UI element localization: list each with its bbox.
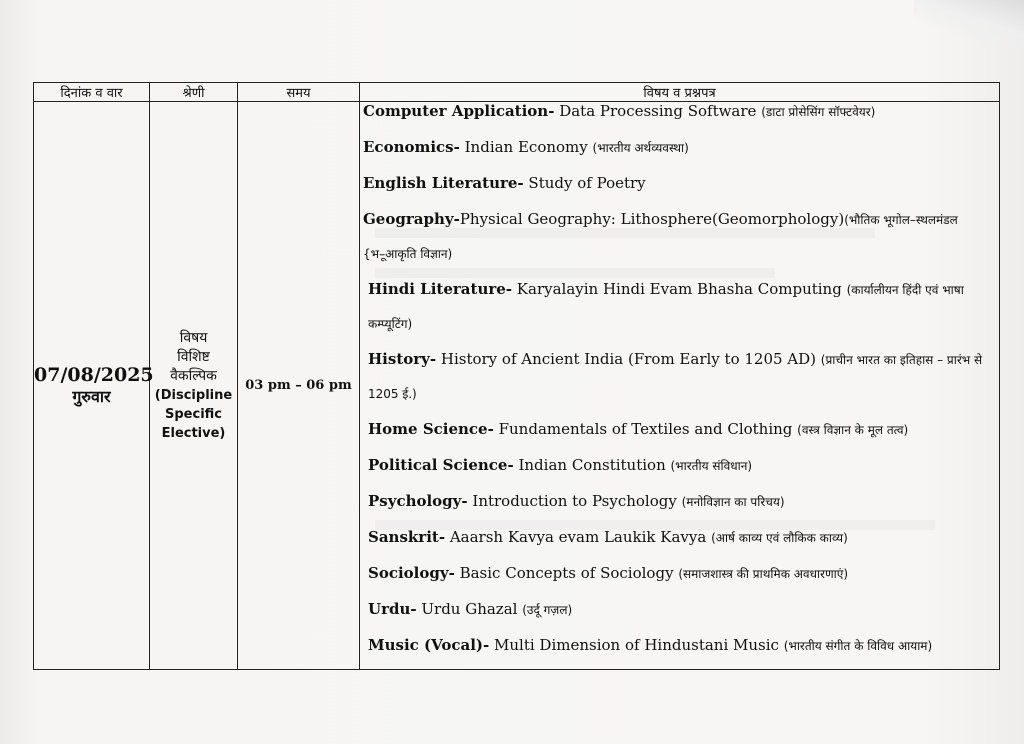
- subject-name: English Literature-: [363, 174, 524, 192]
- subject-name: Sanskrit-: [368, 528, 446, 546]
- paper-title-hindi: (भारतीय संगीत के विविध आयाम): [783, 639, 933, 653]
- scan-edge-shadow: [914, 0, 1024, 50]
- subject-list: [360, 102, 999, 656]
- subject-item: [360, 564, 999, 584]
- paper-title: Urdu Ghazal: [416, 600, 523, 618]
- header-category: श्रेणी: [150, 83, 238, 102]
- subject-item: [360, 420, 999, 440]
- subject-name: Home Science-: [368, 420, 494, 438]
- paper-title: History of Ancient India (From Early to 1205 AD): [436, 350, 821, 368]
- paper-title-hindi: (मनोविज्ञान का परिचय): [681, 495, 785, 509]
- category-hi-line: विषय: [179, 329, 208, 346]
- subject-name: Political Science-: [368, 456, 514, 474]
- table-row: [34, 102, 1000, 670]
- paper-title-hindi: (प्राचीन भारत का इतिहास – प्रारंभ से: [820, 353, 983, 367]
- subject-item: [360, 600, 999, 620]
- paper-title: Aaarsh Kavya evam Laukik Kavya: [445, 528, 712, 546]
- subject-item: [360, 138, 999, 158]
- category-en-line: (Discipline: [154, 387, 233, 403]
- paper-title-hindi: (आर्ष काव्य एवं लौकिक काव्य): [711, 531, 848, 545]
- exam-day: गुरुवार: [72, 386, 111, 406]
- subject-name: Psychology-: [368, 492, 468, 510]
- subject-name: Geography-: [363, 210, 460, 228]
- exam-date: 07/08/2025: [34, 363, 154, 386]
- category-hi-line: विशिष्ट: [177, 348, 210, 365]
- subject-item: [360, 528, 999, 548]
- paper-title: Karyalayin Hindi Evam Bhasha Computing: [512, 280, 847, 298]
- paper-title-hindi: (भारतीय अर्थव्यवस्था): [592, 141, 689, 155]
- paper-title: Physical Geography: Lithosphere(Geomorphology): [459, 210, 845, 228]
- header-time: समय: [238, 83, 360, 102]
- paper-title-hindi: (कार्यालीयन हिंदी एवं भाषा: [846, 283, 964, 297]
- paper-title-hindi-continued: 1205 ई.): [368, 387, 417, 401]
- paper-title-hindi: (उर्दू गज़ल): [522, 603, 573, 617]
- paper-title-hindi-continued: {भ–ूआकृति विज्ञान): [363, 247, 453, 261]
- paper-title: Study of Poetry: [523, 174, 646, 192]
- subject-name: Computer Application-: [363, 102, 555, 120]
- subject-name: Economics-: [363, 138, 460, 156]
- paper-title: Indian Economy: [459, 138, 593, 156]
- category-en-line: Specific: [165, 406, 222, 422]
- header-subject: विषय व प्रश्नपत्र: [360, 83, 1000, 102]
- subject-item: [360, 350, 999, 404]
- subject-name: Urdu-: [368, 600, 417, 618]
- subject-item: [360, 456, 999, 476]
- category-hi-line: वैकल्पिक: [170, 367, 217, 384]
- subject-name: Music (Vocal)-: [368, 636, 490, 654]
- subject-item: [360, 492, 999, 512]
- table-header-row: [34, 83, 1000, 102]
- time-cell: 03 pm – 06 pm: [238, 102, 360, 670]
- paper-title-hindi: (डाटा प्रोसेसिंग सॉफ्टवेयर): [761, 105, 876, 119]
- subject-name: History-: [368, 350, 437, 368]
- paper-title-hindi: (समाजशास्त्र की प्राथमिक अवधारणाएं): [678, 567, 849, 581]
- subject-item: [360, 210, 999, 264]
- subject-name: Sociology-: [368, 564, 455, 582]
- category-en-line: Elective): [161, 425, 226, 441]
- paper-title: Multi Dimension of Hindustani Music: [489, 636, 784, 654]
- paper-title-hindi: (भौतिक भूगोल–स्थलमंडल: [844, 213, 958, 227]
- subject-name: Hindi Literature-: [368, 280, 513, 298]
- paper-title: Indian Constitution: [513, 456, 671, 474]
- subject-item: [360, 174, 999, 194]
- exam-schedule-table: [33, 82, 1000, 670]
- paper-title: Data Processing Software: [554, 102, 762, 120]
- paper-title-hindi: (वस्त्र विज्ञान के मूल तत्व): [797, 423, 909, 437]
- date-cell: [34, 102, 154, 670]
- paper-title: Basic Concepts of Sociology: [454, 564, 679, 582]
- paper-title: Introduction to Psychology: [467, 492, 682, 510]
- subject-item: [360, 636, 999, 656]
- category-cell: [150, 102, 238, 670]
- subject-item: [360, 102, 999, 122]
- subject-item: [360, 280, 999, 334]
- paper-title-hindi: (भारतीय संविधान): [670, 459, 753, 473]
- header-date: दिनांक व वार: [34, 83, 150, 102]
- paper-title: Fundamentals of Textiles and Clothing: [493, 420, 798, 438]
- subject-cell: [360, 102, 1000, 670]
- paper-title-hindi-continued: कम्प्यूटिंग): [368, 317, 413, 331]
